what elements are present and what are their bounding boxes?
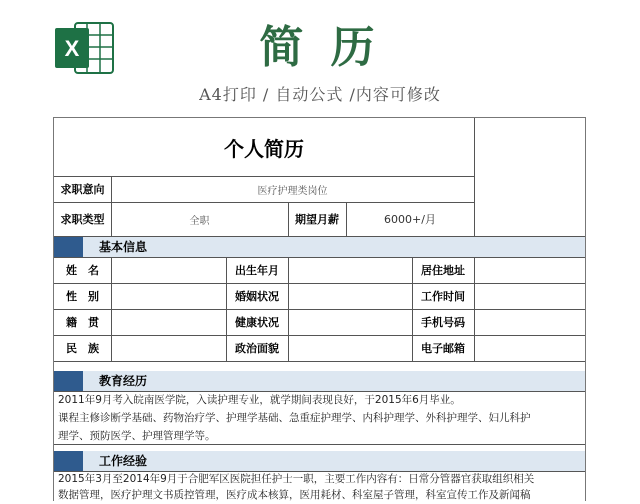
- type-label: 求职类型: [60, 213, 105, 226]
- education-line[interactable]: 课程主修诊断学基础、药物治疗学、护理学基础、急重症护理学、内科护理学、外科护理学、妇儿科护: [58, 412, 531, 424]
- health-field[interactable]: [288, 309, 412, 335]
- row-divider: [54, 361, 585, 362]
- health-label: 健康状况: [235, 316, 279, 329]
- photo-divider: [474, 118, 475, 236]
- section-marker: [54, 371, 83, 391]
- section-basic: [54, 237, 585, 257]
- section-work-title: 工作经验: [99, 454, 148, 468]
- residence-label: 居住地址: [421, 264, 465, 277]
- section-marker: [54, 451, 83, 471]
- phone-label: 手机号码: [421, 316, 465, 329]
- ethnicity-field[interactable]: [111, 335, 226, 361]
- intent-value[interactable]: 医疗护理类岗位: [257, 185, 328, 197]
- work-time-label: 工作时间: [421, 290, 465, 303]
- ethnicity-label: 民 族: [66, 342, 99, 355]
- political-field[interactable]: [288, 335, 412, 361]
- education-line[interactable]: 2011年9月考入皖南医学院，入读护理专业，就学期间表现良好，于2015年6月毕业。: [58, 394, 461, 406]
- work-line[interactable]: 2015年3月至2014年9月于合肥军区医院担任护士一职，主要工作内容有：日常分管器官获取组织相关: [58, 473, 535, 485]
- gender-label: 性 别: [66, 290, 99, 303]
- section-education: [54, 371, 585, 391]
- section-basic-title: 基本信息: [99, 240, 148, 254]
- page-title: 简 历: [259, 22, 381, 73]
- page-subtitle: A4打印 / 自动公式 /内容可修改: [199, 85, 441, 104]
- email-label: 电子邮箱: [421, 342, 465, 355]
- residence-field[interactable]: [474, 257, 585, 283]
- resume-sheet: [53, 117, 586, 501]
- marital-field[interactable]: [288, 283, 412, 309]
- salary-label: 期望月薪: [295, 213, 339, 226]
- section-education-title: 教育经历: [99, 374, 148, 388]
- name-label: 姓 名: [66, 264, 99, 277]
- resume-heading: 个人简历: [224, 136, 304, 161]
- origin-field[interactable]: [111, 309, 226, 335]
- header-banner: [0, 0, 640, 116]
- work-line[interactable]: 数据管理，医疗护理文书质控管理，医疗成本核算，医用耗材、科室屋子管理，科室宣传工作及新闻稿: [58, 489, 531, 501]
- education-line[interactable]: 理学、预防医学、护理管理学等。: [58, 430, 216, 442]
- salary-value[interactable]: 6000+/月: [384, 213, 436, 226]
- birth-field[interactable]: [288, 257, 412, 283]
- type-value[interactable]: 全职: [189, 215, 210, 227]
- political-label: 政治面貌: [235, 342, 279, 355]
- phone-field[interactable]: [474, 309, 585, 335]
- gender-field[interactable]: [111, 283, 226, 309]
- section-marker: [54, 237, 83, 257]
- origin-label: 籍 贯: [66, 316, 99, 329]
- section-work: [54, 451, 585, 471]
- intent-label: 求职意向: [60, 183, 105, 196]
- email-field[interactable]: [474, 335, 585, 361]
- birth-label: 出生年月: [235, 264, 279, 277]
- logo-letter: X: [64, 36, 80, 61]
- work-time-field[interactable]: [474, 283, 585, 309]
- marital-label: 婚姻状况: [235, 290, 279, 303]
- row-divider: [54, 444, 585, 445]
- name-field[interactable]: [111, 257, 226, 283]
